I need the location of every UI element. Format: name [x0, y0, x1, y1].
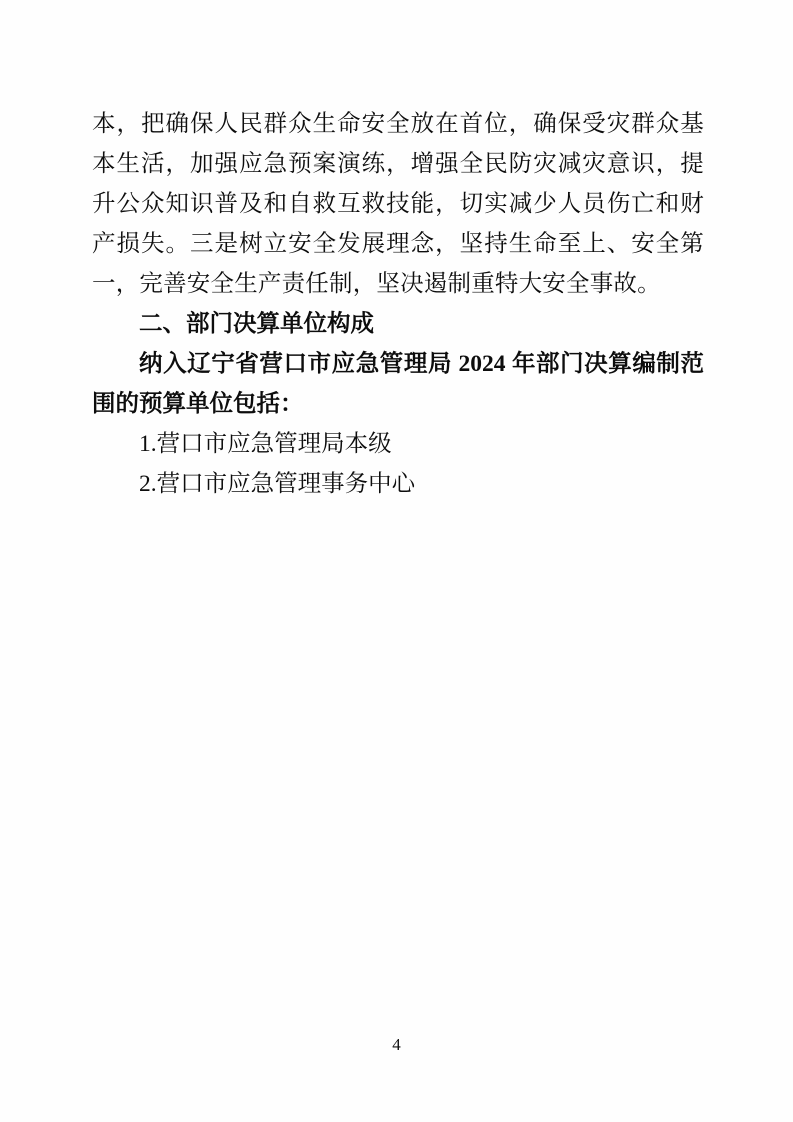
section-heading-two: 二、部门决算单位构成: [139, 311, 374, 337]
document-body: [92, 104, 704, 504]
page-number: 4: [392, 1035, 401, 1054]
list-item: 2.营口市应急管理事务中心: [139, 471, 416, 497]
list-item: 1.营口市应急管理局本级: [139, 431, 392, 457]
scope-subheading: 纳入辽宁省营口市应急管理局 2024 年部门决算编制范围的预算单位包括：: [92, 351, 704, 417]
paragraph-continued: 本，把确保人民群众生命安全放在首位，确保受灾群众基本生活，加强应急预案演练，增强全民防灾减灾意识，提升公众知识普及和自救互救技能，切实减少人员伤亡和财产损失。三是树立安全发展理念，坚持生命至上、安全第一，完善安全生产责任制，坚决遏制重特大安全事故。: [92, 111, 704, 297]
